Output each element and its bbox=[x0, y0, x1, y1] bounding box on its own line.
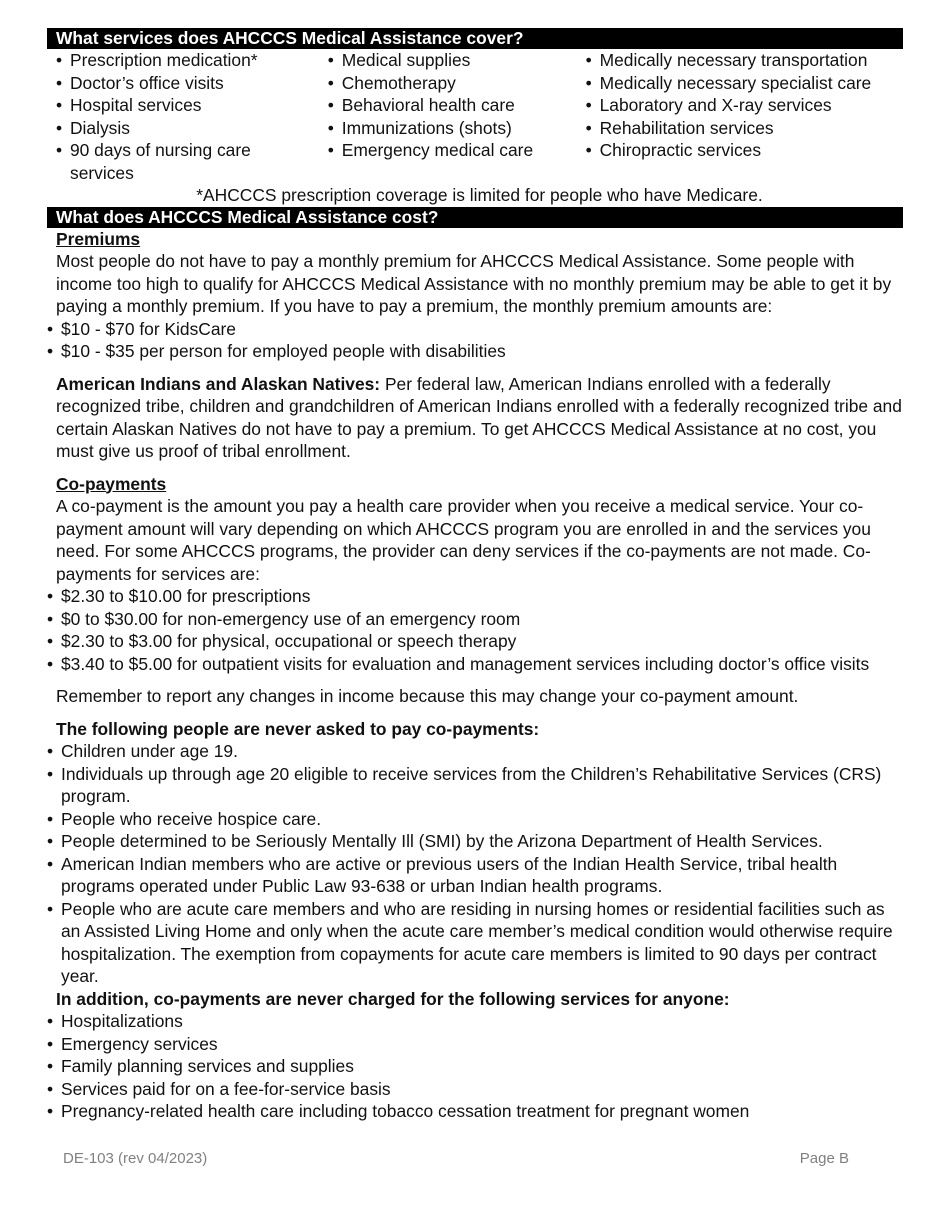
list-item: • $3.40 to $5.00 for outpatient visits for evaluation and management services including doctor’s office visits bbox=[47, 653, 903, 676]
copay-text: A co-payment is the amount you pay a health care provider when you receive a medical service. Your co-payment amount will vary depending on which AHCCCS program you are enrolled in and the services you need. For some AHCCCS programs, the provider can deny services if the co-payments are not made. Co-payments for services are: bbox=[56, 496, 871, 584]
service-item: • Chemotherapy bbox=[328, 72, 586, 95]
list-item: • American Indian members who are active or previous users of the Indian Health Service, tribal health programs operated under Public Law 93-638 or urban Indian health programs. bbox=[47, 853, 903, 898]
list-item: • Family planning services and supplies bbox=[47, 1055, 903, 1078]
service-item: • Laboratory and X-ray services bbox=[586, 94, 903, 117]
list-item: • Individuals up through age 20 eligible to receive services from the Children’s Rehabilitative Services (CRS) program. bbox=[47, 763, 903, 808]
document-page bbox=[47, 28, 903, 1123]
premiums-text: Most people do not have to pay a monthly premium for AHCCCS Medical Assistance. Some people with income too high to qualify for AHCCCS Medical Assistance with no monthly premium may be able to get it by paying a monthly premium. If you have to pay a premium, the monthly premium amounts are: bbox=[56, 251, 892, 316]
list-item: • Hospitalizations bbox=[47, 1010, 903, 1033]
page-number: Page B bbox=[799, 1150, 849, 1167]
form-number: DE-103 (rev 04/2023) bbox=[63, 1150, 208, 1167]
service-item: • Chiropractic services bbox=[586, 139, 903, 162]
list-item: • $0 to $30.00 for non-emergency use of an emergency room bbox=[47, 608, 903, 631]
list-item: • $10 - $35 per person for employed people with disabilities bbox=[47, 340, 903, 363]
list-item: • Emergency services bbox=[47, 1033, 903, 1056]
list-item: • $10 - $70 for KidsCare bbox=[47, 318, 903, 341]
list-item: • $2.30 to $10.00 for prescriptions bbox=[47, 585, 903, 608]
services-column-3 bbox=[586, 49, 903, 184]
addition-list bbox=[47, 1010, 903, 1123]
cost-header: What does AHCCCS Medical Assistance cost? bbox=[47, 207, 903, 228]
premiums-section bbox=[47, 228, 903, 318]
service-item: • Immunizations (shots) bbox=[328, 117, 586, 140]
list-item: • People determined to be Seriously Mentally Ill (SMI) by the Arizona Department of Health Services. bbox=[47, 830, 903, 853]
natives-paragraph bbox=[47, 373, 903, 463]
list-item: • People who receive hospice care. bbox=[47, 808, 903, 831]
addition-title: In addition, co-payments are never charged for the following services for anyone: bbox=[56, 988, 730, 1009]
services-header: What services does AHCCCS Medical Assistance cover? bbox=[47, 28, 903, 49]
service-item: • Medically necessary specialist care bbox=[586, 72, 903, 95]
natives-text: Per federal law, American Indians enrolled with a federally recognized tribe, children and grandchildren of American Indians enrolled with a federally recognized tribe and certain Alaskan Natives do not have to pay a premium. To get AHCCCS Medical Assistance at no cost, you must give us proof of tribal enrollment. bbox=[56, 373, 902, 461]
service-item: • 90 days of nursing care services bbox=[56, 139, 290, 184]
copay-section bbox=[47, 473, 903, 586]
list-item: • $2.30 to $3.00 for physical, occupational or speech therapy bbox=[47, 630, 903, 653]
list-item: • Services paid for on a fee-for-service basis bbox=[47, 1078, 903, 1101]
premium-list bbox=[47, 318, 903, 363]
service-item: • Prescription medication* bbox=[56, 49, 328, 72]
prescription-note: *AHCCCS prescription coverage is limited for people who have Medicare. bbox=[196, 185, 763, 205]
service-item: • Doctor’s office visits bbox=[56, 72, 328, 95]
copay-title: Co-payments bbox=[56, 473, 167, 494]
service-item: • Emergency medical care bbox=[328, 139, 586, 162]
list-item: • Children under age 19. bbox=[47, 740, 903, 763]
service-item: • Dialysis bbox=[56, 117, 328, 140]
services-columns bbox=[47, 49, 903, 184]
page-footer bbox=[63, 1150, 849, 1168]
service-item: • Hospital services bbox=[56, 94, 328, 117]
services-column-1 bbox=[56, 49, 328, 184]
service-item: • Medical supplies bbox=[328, 49, 586, 72]
service-item: • Medically necessary transportation bbox=[586, 49, 903, 72]
service-item: • Behavioral health care bbox=[328, 94, 586, 117]
natives-label: American Indians and Alaskan Natives: bbox=[56, 373, 381, 394]
services-column-2 bbox=[328, 49, 586, 184]
service-item: • Rehabilitation services bbox=[586, 117, 903, 140]
premiums-title: Premiums bbox=[56, 228, 141, 249]
list-item: • People who are acute care members and who are residing in nursing homes or residential facilities such as an Assisted Living Home and only when the acute care member’s medical condition would otherwise require hospitalization. The exemption from copayments for acute care members is limited to 90 days per contract year. bbox=[47, 898, 903, 988]
copay-list bbox=[47, 585, 903, 675]
list-item: • Pregnancy-related health care including tobacco cessation treatment for pregnant women bbox=[47, 1100, 903, 1123]
never-list bbox=[47, 740, 903, 988]
remember-text: Remember to report any changes in income because this may change your co-payment amount. bbox=[56, 686, 799, 706]
never-title: The following people are never asked to pay co-payments: bbox=[56, 718, 540, 739]
